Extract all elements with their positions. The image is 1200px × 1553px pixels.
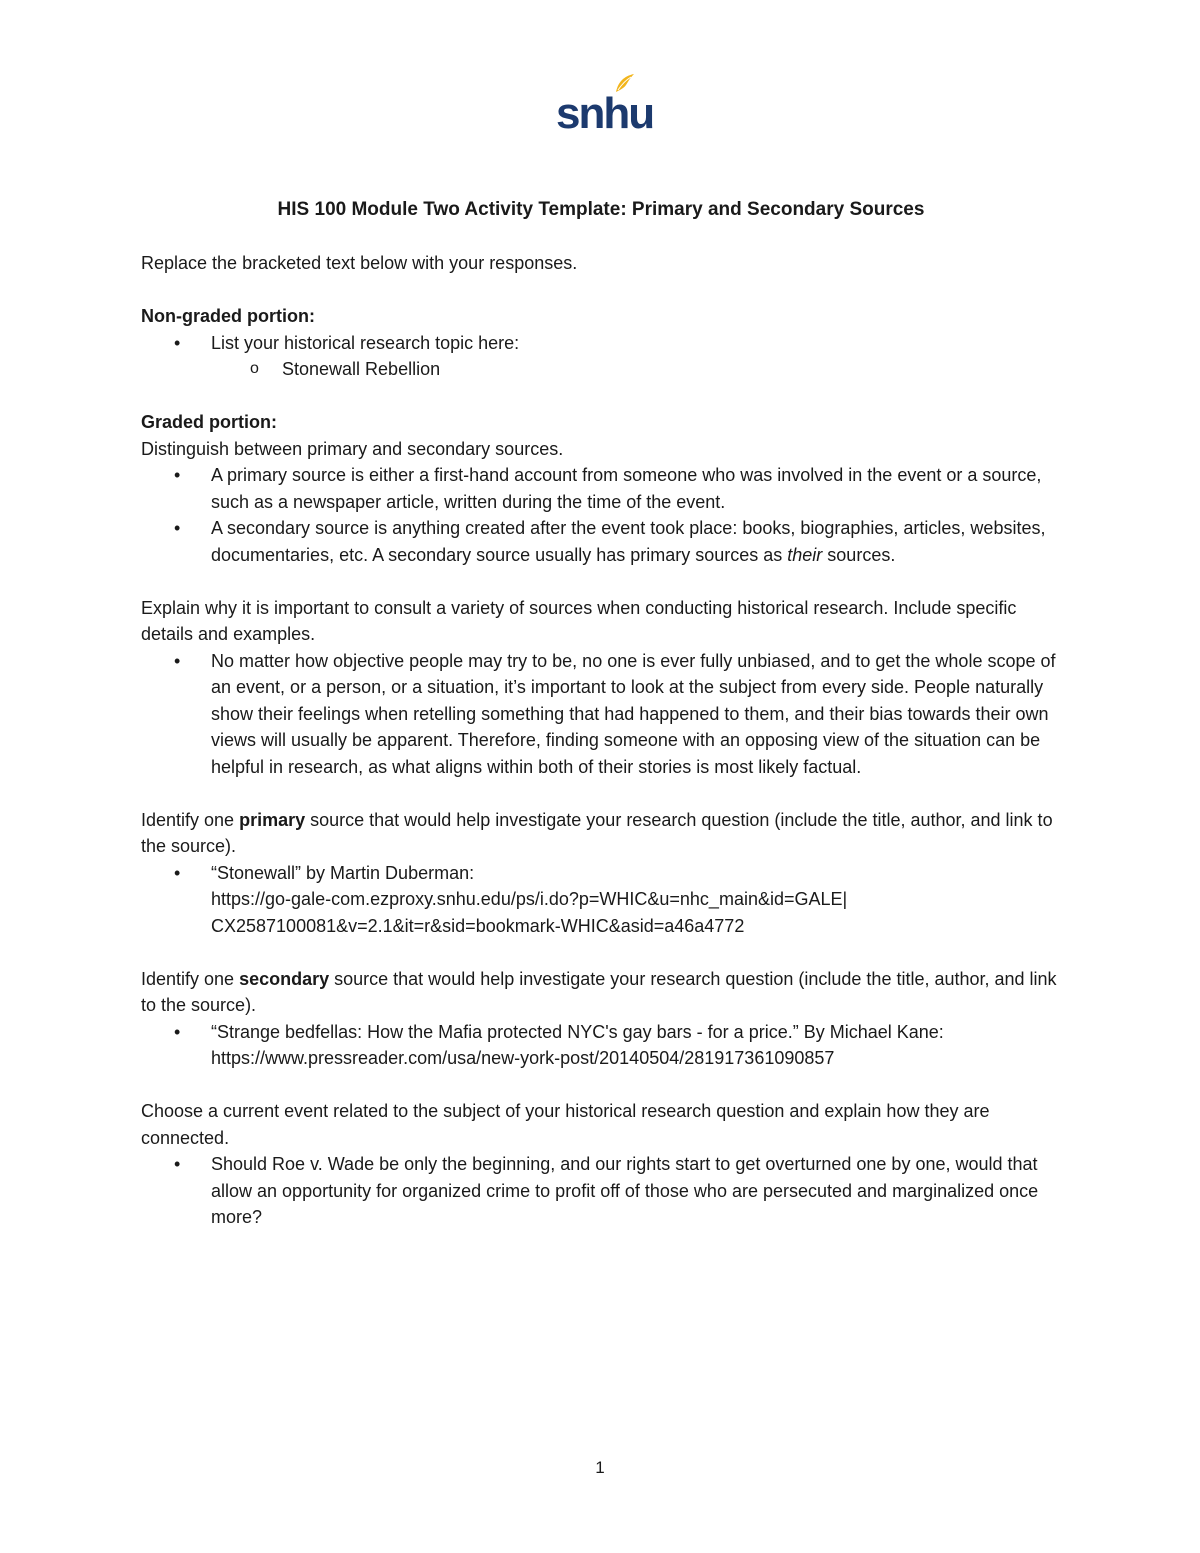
logo-wordmark: snhu [556, 89, 654, 138]
primary-url-line1: https://go-gale-com.ezproxy.snhu.edu/ps/i.do?p=WHIC&u=nhc_main&id=GALE| [211, 889, 848, 909]
secondary-prompt-bold: secondary [239, 968, 330, 989]
primary-prompt-bold: primary [239, 809, 306, 830]
secondary-definition [141, 515, 1061, 568]
current-event-answer: • Should Roe v. Wade be only the beginning, and our rights start to get overturned one by one, would that allow an opportunity for organized crime to profit off of those who are persecuted and marginalized once more? [141, 1151, 1061, 1231]
secondary-source-list [141, 1019, 1061, 1072]
primary-source-list [141, 860, 1061, 940]
secondary-definition-text: A secondary source is anything created after the event took place: books, biographies, articles, websites, documentaries, etc. A secondary source usually has primary sources as [211, 518, 1046, 565]
primary-citation: “Stonewall” by Martin Duberman: [211, 862, 475, 883]
secondary-definition-end: sources. [822, 544, 896, 565]
secondary-url: https://www.pressreader.com/usa/new-york-post/20140504/281917361090857 [211, 1048, 835, 1068]
variety-prompt: Explain why it is important to consult a variety of sources when conducting historical research. Include specific details and examples. [141, 597, 1017, 644]
non-graded-heading: Non-graded portion: [141, 306, 315, 326]
secondary-source-item [141, 1019, 1061, 1072]
document-title: HIS 100 Module Two Activity Template: Primary and Secondary Sources [277, 199, 925, 220]
distinguish-text: Distinguish between primary and secondary sources. [141, 438, 564, 459]
graded-heading: Graded portion: [141, 412, 277, 432]
instructions-text: Replace the bracketed text below with your responses. [141, 253, 578, 273]
variety-list [141, 648, 1061, 781]
primary-definition: • A primary source is either a first-hand account from someone who was involved in the event or a source, such as a newspaper article, written during the time of the event. [141, 462, 1061, 515]
page-number: 1 [595, 1458, 605, 1477]
primary-source-item [141, 860, 1061, 940]
current-event-list [141, 1151, 1061, 1231]
primary-url-line2: CX2587100081&v=2.1&it=r&sid=bookmark-WHIC&asid=a46a4772 [211, 915, 745, 936]
definitions-list [141, 462, 1061, 568]
topic-prompt: List your historical research topic here: [211, 332, 520, 353]
secondary-source-prompt [141, 966, 1061, 1019]
snhu-logo [556, 72, 654, 138]
secondary-citation: “Strange bedfellas: How the Mafia protected NYC's gay bars - for a price.” By Michael Kane: [211, 1021, 944, 1042]
secondary-prompt-start: Identify one [141, 968, 240, 989]
list-item [141, 330, 1061, 357]
non-graded-list [141, 330, 1061, 357]
primary-prompt-end: source that would help investigate your research question (include the title, author, and link to the source). [141, 809, 1053, 856]
primary-prompt-start: Identify one [141, 809, 240, 830]
document-body [141, 196, 1061, 1231]
topic-sublist [141, 356, 1061, 383]
flame-leaf-icon [614, 72, 636, 94]
secondary-definition-emphasis: their [787, 544, 823, 565]
primary-source-prompt [141, 807, 1061, 860]
secondary-prompt-end: source that would help investigate your research question (include the title, author, and link to the source). [141, 968, 1057, 1015]
topic-answer: o Stonewall Rebellion [141, 356, 1061, 383]
variety-answer: • No matter how objective people may try to be, no one is ever fully unbiased, and to get the whole scope of an event, or a person, or a situation, it’s important to look at the subject from every side. People naturally show their feelings when retelling something that had happened to them, and their bias towards their own views will usually be apparent. Therefore, finding someone with an opposing view of the situation can be helpful in research, as what aligns within both of their stories is most likely factual. [141, 648, 1061, 781]
current-event-prompt: Choose a current event related to the subject of your historical research question and explain how they are connected. [141, 1101, 990, 1148]
